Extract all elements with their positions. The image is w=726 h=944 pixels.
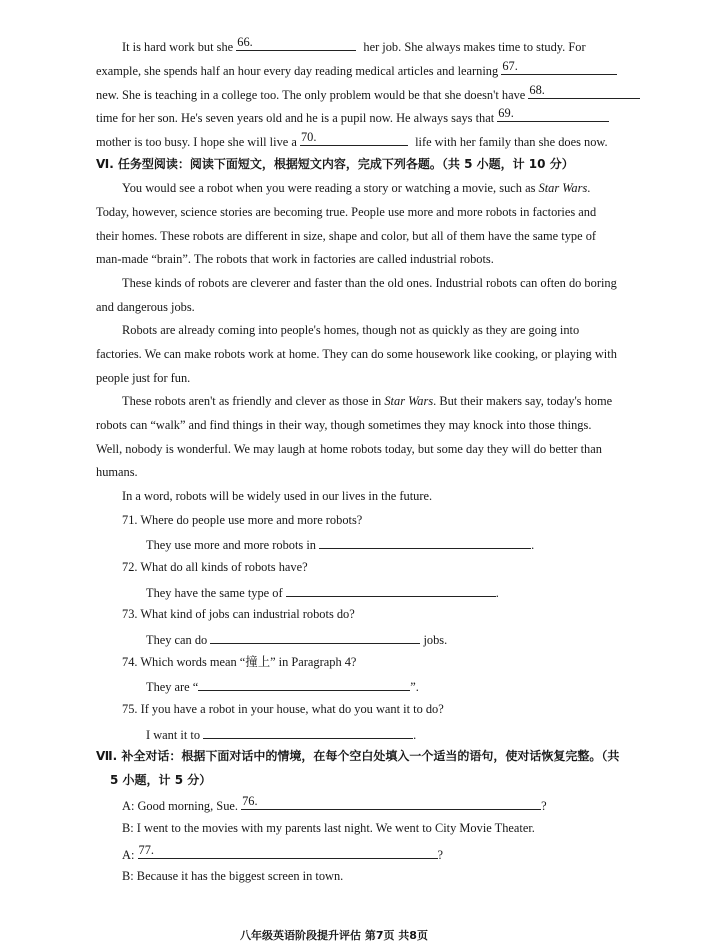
reading-line: robots can “walk” and find things in their way, though sometimes they may knock into those things. (96, 418, 592, 432)
blank-66[interactable]: 66. (236, 37, 356, 51)
blank-70[interactable]: 70. (300, 132, 408, 146)
blank-68[interactable]: 68. (528, 85, 640, 99)
dialogue-line-a2: A: 77. ? (122, 843, 444, 862)
question-74: 74. Which words mean “撞上” in Paragraph 4? (122, 655, 357, 669)
section-7-heading-line-1: Ⅶ. 补全对话：根据下面对话中的情境，在每个空白处填入一个适当的语句，使对话恢复完整。（共 (96, 749, 620, 763)
question-73: 73. What kind of jobs can industrial robots do? (122, 607, 355, 621)
blank-69[interactable]: 69. (497, 108, 609, 122)
reading-line: and dangerous jobs. (96, 300, 195, 314)
answer-73: They can do jobs. (146, 630, 447, 648)
dialogue-line-b2: B: Because it has the biggest screen in town. (122, 869, 344, 883)
section-6-heading: Ⅵ. 任务型阅读：阅读下面短文，根据短文内容，完成下列各题。（共 5 小题，计 10 分） (96, 157, 574, 171)
dialogue-line-b1: B: I went to the movies with my parents last night. We went to City Movie Theater. (122, 821, 535, 835)
passage-line-5: mother is too busy. I hope she will live a 70. life with her family than she does now. (96, 130, 608, 149)
reading-line: You would see a robot when you were reading a story or watching a movie, such as Star Wars. (122, 181, 591, 195)
answer-75: I want it to . (146, 725, 416, 743)
answer-71-blank[interactable] (319, 535, 531, 549)
question-72: 72. What do all kinds of robots have? (122, 560, 308, 574)
passage-line-1: It is hard work but she 66. her job. She always makes time to study. For (122, 35, 586, 54)
passage-line-2: example, she spends half an hour every day reading medical articles and learning 67. (96, 61, 617, 79)
page-footer: 八年级英语阶段提升评估 第7页 共8页 (240, 929, 428, 942)
answer-74-blank[interactable] (198, 677, 410, 691)
blank-76[interactable]: 76. (241, 796, 541, 810)
answer-74: They are “ ”. (146, 677, 419, 695)
question-75: 75. If you have a robot in your house, what do you want it to do? (122, 702, 444, 716)
answer-71: They use more and more robots in . (146, 535, 534, 553)
section-7-heading-line-2: 5 小题，计 5 分） (110, 773, 212, 787)
answer-72-blank[interactable] (286, 583, 496, 597)
reading-line: Robots are already coming into people's homes, though not as quickly as they are going into (122, 323, 580, 337)
reading-line: In a word, robots will be widely used in our lives in the future. (122, 489, 433, 503)
dialogue-line-a1: A: Good morning, Sue. 76. ? (122, 794, 547, 813)
reading-line: their homes. These robots are different in size, shape and color, but all of them have the same type of (96, 229, 597, 243)
passage-line-4: time for her son. He's seven years old and he is a pupil now. He always says that 69. (96, 108, 609, 126)
answer-72: They have the same type of . (146, 583, 499, 601)
reading-line: man-made “brain”. The robots that work in factories are called industrial robots. (96, 252, 494, 266)
reading-line: humans. (96, 465, 138, 479)
reading-line: These kinds of robots are cleverer and faster than the old ones. Industrial robots can often do boring (122, 276, 617, 290)
reading-line: factories. We can make robots work at home. They can do some housework like cooking, or playing with (96, 347, 617, 361)
reading-line: Today, however, science stories are becoming true. People use more and more robots in factories and (96, 205, 597, 219)
passage-line-3: new. She is teaching in a college too. The only problem would be that she doesn't have 68. (96, 85, 640, 103)
question-71: 71. Where do people use more and more robots? (122, 513, 363, 527)
reading-line: Well, nobody is wonderful. We may laugh at home robots today, but some day they will do better than (96, 442, 602, 456)
reading-line: These robots aren't as friendly and clever as those in Star Wars. But their makers say, today's home (122, 394, 613, 408)
answer-73-blank[interactable] (210, 630, 420, 644)
reading-line: people just for fun. (96, 371, 191, 385)
answer-75-blank[interactable] (203, 725, 413, 739)
blank-77[interactable]: 77. (138, 845, 438, 859)
blank-67[interactable]: 67. (501, 61, 617, 75)
